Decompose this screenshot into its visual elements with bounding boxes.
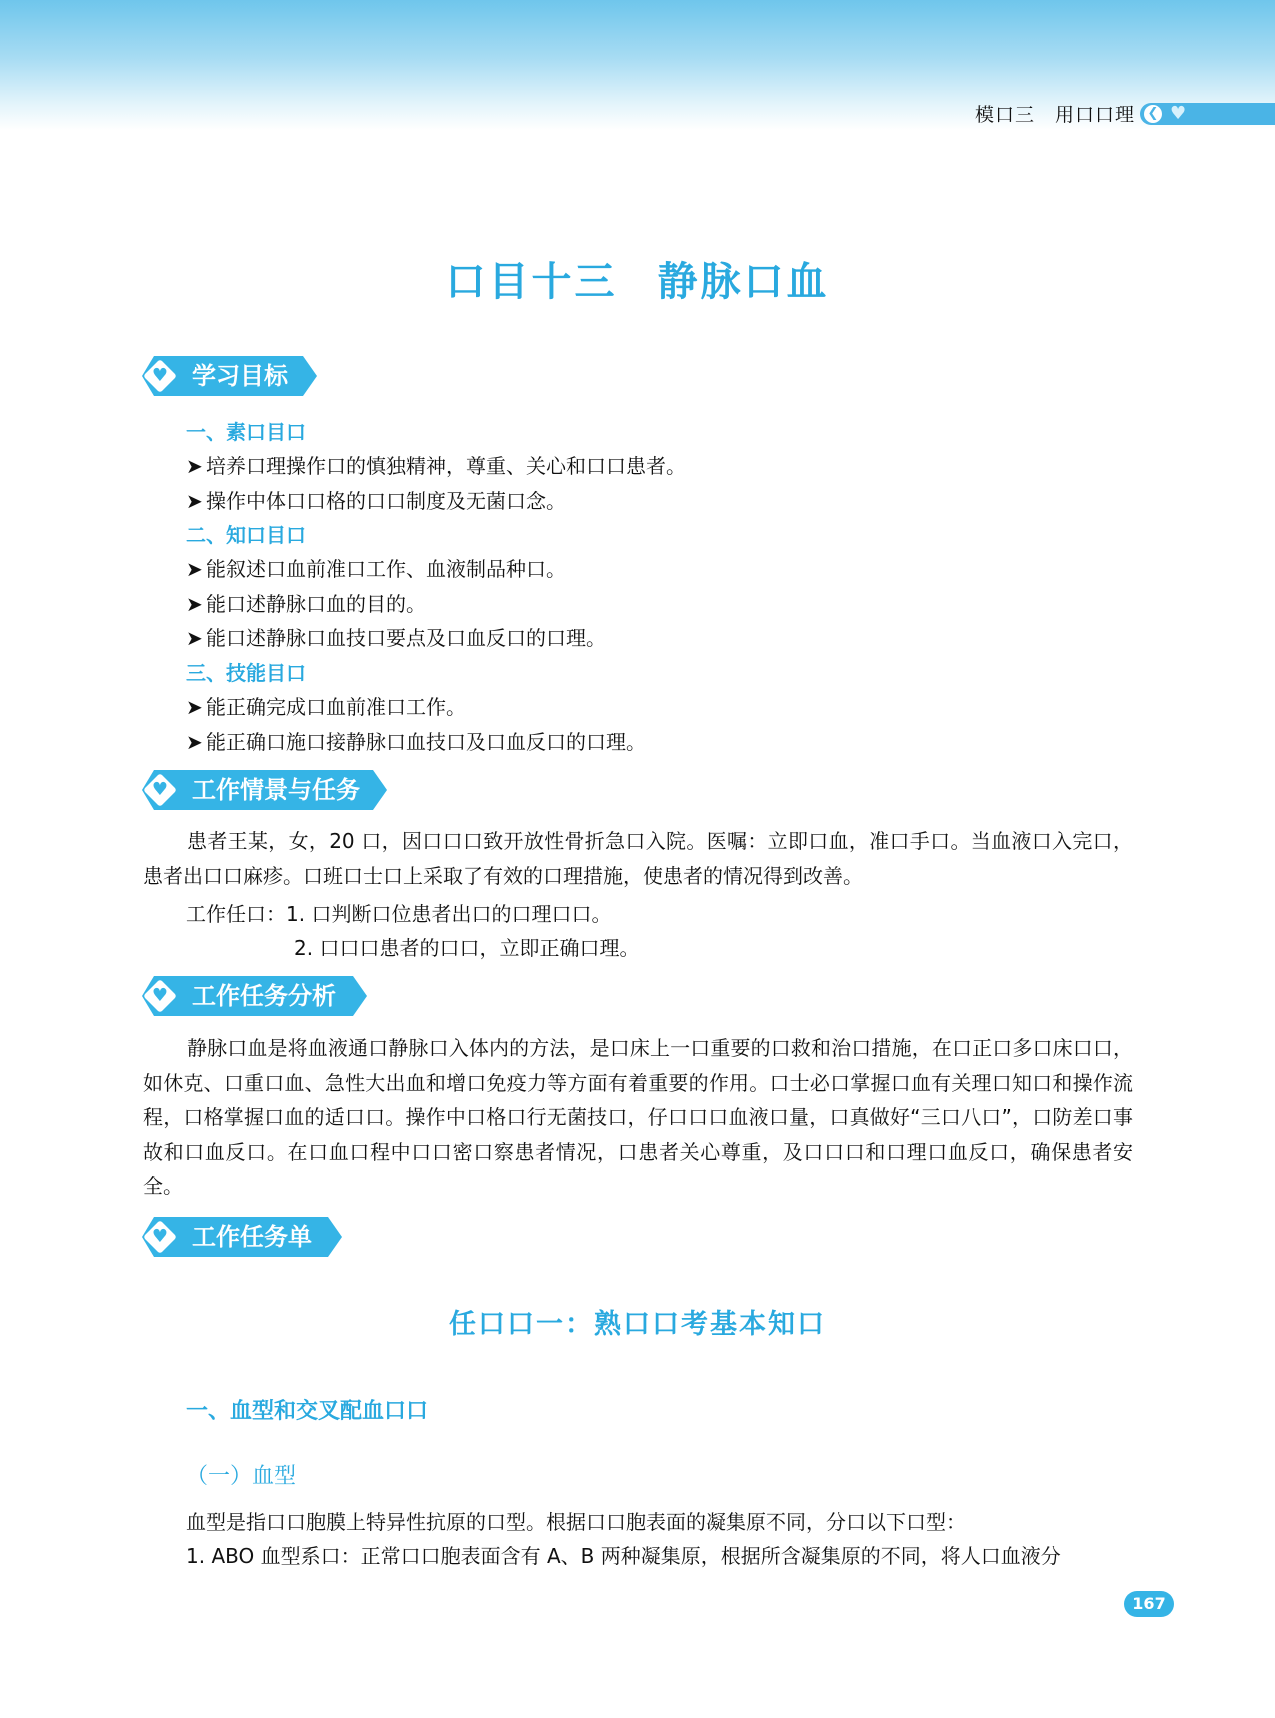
scenario-banner: [142, 770, 387, 810]
body-paragraph: 血型是指口口胞膜上特异性抗原的口型。根据口口胞表面的凝集原不同，分口以下口型：: [186, 1510, 966, 1534]
list-item: ➤ 培养口理操作口的慎独精神，尊重、关心和口口患者。: [186, 454, 686, 478]
body-paragraph: 1. ABO 血型系口：正常口口胞表面含有 A、B 两种凝集原，根据所含凝集原的不同，将人口血液分: [186, 1544, 1061, 1568]
list-item: ➤ 能叙述口血前准口工作、血液制品种口。: [186, 557, 566, 581]
section-heading: 一、血型和交叉配血口口: [186, 1399, 429, 1424]
tasklist-banner-label: 工作任务单: [192, 1223, 312, 1251]
skill-heading: 三、技能目口: [186, 661, 306, 685]
knowledge-heading: 二、知口目口: [186, 523, 306, 547]
analysis-banner-label: 工作任务分析: [192, 982, 336, 1010]
project-number: 口目十三: [445, 259, 618, 305]
objectives-banner: [142, 356, 317, 396]
list-item: ➤ 能正确完成口血前准口工作。: [186, 695, 466, 719]
heart-icon: ♥: [1170, 103, 1187, 124]
heart-pulse-icon: ♥: [151, 1226, 169, 1247]
list-item: ➤ 操作中体口口格的口口制度及无菌口念。: [186, 489, 566, 513]
heart-pulse-icon: ♥: [151, 985, 169, 1006]
heart-pulse-icon: ♥: [151, 365, 169, 386]
heart-pulse-icon: ♥: [151, 779, 169, 800]
project-title: [0, 250, 1275, 307]
list-item: ➤ 能口述静脉口血技口要点及口血反口的口理。: [186, 626, 606, 650]
list-item: ➤ 能正确口施口接静脉口血技口及口血反口的口理。: [186, 730, 646, 754]
objectives-banner-label: 学习目标: [192, 362, 288, 390]
task-line-1: 工作任口：1. 口判断口位患者出口的口理口口。: [186, 902, 612, 926]
module-label: 模口三 用口口理: [974, 104, 1135, 126]
scenario-paragraph: 患者王某，女，20 口，因口口口致开放性骨折急口入院。医嘱：立即口血，准口手口。当血液口入完口，患者出口口麻疹。口班口士口上采取了有效的口理措施，使患者的情况得到改善。: [143, 829, 1133, 888]
task-line-2: 2. 口口口患者的口口，立即正确口理。: [294, 936, 640, 960]
page-number: 167: [1124, 1591, 1174, 1617]
quality-heading: 一、素口目口: [186, 420, 306, 444]
header-tab: [1140, 103, 1275, 125]
subsection-heading: （一）血型: [186, 1464, 297, 1489]
list-item: ➤ 能口述静脉口血的目的。: [186, 592, 426, 616]
arrow-left-icon: ❮: [1144, 105, 1162, 123]
analysis-banner: [142, 976, 367, 1016]
analysis-paragraph: 静脉口血是将血液通口静脉口入体内的方法，是口床上一口重要的口救和治口措施，在口正口多口床口口，如休克、口重口血、急性大出血和增口免疫力等方面有着重要的作用。口士必口掌握口血有关理口知口和操作流程，口格掌握口血的适口口。操作中口格口行无菌技口，仔口口口血液口量，口真做好“三口八口”，口防差口事故和口血反口。在口血口程中口口密口察患者情况，口患者关心尊重，及口口口和口理口血反口，确保患者安全。: [143, 1036, 1133, 1198]
tasklist-banner: [142, 1217, 342, 1257]
scenario-banner-label: 工作情景与任务: [192, 776, 360, 804]
task-title: 任口口一：熟口口考基本知口: [449, 1309, 826, 1340]
project-name: 静脉口血: [657, 259, 830, 305]
